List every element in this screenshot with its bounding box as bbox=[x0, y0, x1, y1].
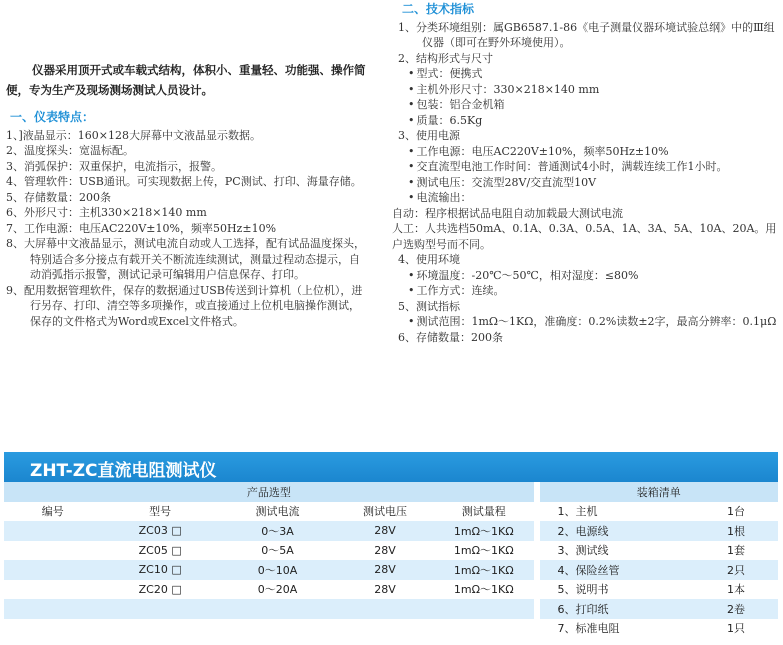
current-cell: 0～3A bbox=[219, 521, 336, 541]
feature-item: 4、管理软件：USB通讯。可实现数据上传，PC测试、打印、海量存储。 bbox=[6, 175, 362, 188]
spec-subitem: 自动：程序根据试品电阻自动加载最大测试电流 bbox=[392, 206, 623, 220]
feature-item: 3、消弧保护：双重保护，电流指示，报警。 bbox=[6, 159, 222, 173]
packing-item: 7、标准电阻 bbox=[540, 619, 695, 639]
spec-subitem: 人工：人共选档50mA、0.1A、0.3A、0.5A、1A、3A、5A、10A、20A。用户选购型号而不同。 bbox=[392, 222, 777, 251]
feature-item: 6、外形尺寸：主机330×218×140 mm bbox=[6, 206, 207, 219]
model-cell: ZC10 □ bbox=[101, 560, 218, 580]
table-row bbox=[4, 521, 778, 541]
left-column bbox=[6, 60, 368, 329]
voltage-cell: 28V bbox=[336, 560, 434, 580]
col-header: 编号 bbox=[4, 502, 101, 522]
spec-subitem: • 电流输出： bbox=[398, 190, 780, 206]
spec-item: 4、使用环境 bbox=[398, 253, 460, 266]
packing-item: 2、电源线 bbox=[540, 521, 695, 541]
voltage-cell: 28V bbox=[336, 521, 434, 541]
range-cell: 1mΩ～1KΩ bbox=[434, 521, 534, 541]
range-cell: 1mΩ～1KΩ bbox=[434, 541, 534, 561]
spec-item: 5、测试指标 bbox=[398, 299, 460, 313]
model-cell: ZC05 □ bbox=[101, 541, 218, 561]
col-header: 测试电压 bbox=[336, 502, 434, 522]
packing-qty: 1本 bbox=[694, 580, 778, 600]
feature-item: 1、]液晶显示：160×128大屏幕中文液晶显示数据。 bbox=[6, 128, 261, 142]
packing-item: 3、测试线 bbox=[540, 541, 695, 561]
feature-item: 7、工作电源：电压AC220V±10%，频率50Hz±10% bbox=[6, 221, 277, 235]
current-cell: 0～20A bbox=[219, 580, 336, 600]
voltage-cell: 28V bbox=[336, 580, 434, 600]
product-table bbox=[4, 482, 778, 638]
table-row bbox=[4, 619, 778, 639]
packing-item: 5、说明书 bbox=[540, 580, 695, 600]
spec-subitem: • 主机外形尺寸：330×218×140 mm bbox=[398, 82, 780, 98]
col-header: 型号 bbox=[101, 502, 218, 522]
packing-item: 4、保险丝管 bbox=[540, 560, 695, 580]
current-cell: 0～5A bbox=[219, 541, 336, 561]
table-row bbox=[4, 560, 778, 580]
specs-title: 二、技术指标 bbox=[402, 2, 475, 16]
table-row bbox=[4, 502, 778, 522]
intro-paragraph: 仪器采用顶开式或车载式结构，体积小、重量轻、功能强、操作简便，专为生产及现场测场测试人员设计。 bbox=[6, 63, 366, 97]
feature-item: 5、存储数量：200条 bbox=[6, 190, 111, 204]
packing-item: 6、打印纸 bbox=[540, 599, 695, 619]
table-row bbox=[4, 599, 778, 619]
model-cell: ZC20 □ bbox=[101, 580, 218, 600]
spec-subitem: • 质量：6.5Kg bbox=[398, 113, 780, 129]
spec-subitem: • 测试范围：1mΩ～1KΩ，准确度：0.2%读数±2字，最高分辨率：0.1μΩ bbox=[398, 314, 780, 330]
product-banner bbox=[4, 452, 778, 482]
packing-qty: 1套 bbox=[694, 541, 778, 561]
spec-item: 3、使用电源 bbox=[398, 129, 460, 142]
feature-item: 9、配用数据管理软件，保存的数据通过USB传送到计算机（上位机），进行另存、打印、清空等多项操作，或直接通过上位机电脑操作测试，保存的文件格式为Word或Excel文件格式。 bbox=[6, 283, 363, 328]
spec-subitem: • 包装：铝合金机箱 bbox=[398, 97, 780, 113]
range-cell: 1mΩ～1KΩ bbox=[434, 580, 534, 600]
spec-subitem: • 工作电源：电压AC220V±10%，频率50Hz±10% bbox=[398, 144, 780, 160]
packing-qty: 1只 bbox=[694, 619, 778, 639]
table-row bbox=[4, 541, 778, 561]
spec-subitem: • 交直流型电池工作时间：普通测试4小时，满载连续工作1小时。 bbox=[398, 159, 780, 175]
spec-item: 2、结构形式与尺寸 bbox=[398, 51, 493, 65]
range-cell: 1mΩ～1KΩ bbox=[434, 560, 534, 580]
packing-item: 1、主机 bbox=[540, 502, 695, 522]
current-cell: 0～10A bbox=[219, 560, 336, 580]
packing-header: 装箱清单 bbox=[540, 482, 778, 502]
model-cell: ZC03 □ bbox=[101, 521, 218, 541]
feature-item: 8、大屏幕中文液晶显示，测试电流自动或人工选择，配有试品温度探头，特别适合多分接点有载开关不断流连续测试，测量过程动态提示，自动消弧指示报警，测试记录可编辑用户信息保存、打印。 bbox=[6, 237, 365, 281]
selection-header: 产品选型 bbox=[4, 482, 534, 502]
feature-item: 2、温度探头：宽温标配。 bbox=[6, 144, 134, 157]
packing-qty: 2只 bbox=[694, 560, 778, 580]
spec-subitem: • 工作方式：连续。 bbox=[398, 283, 780, 299]
spec-subitem: • 型式：便携式 bbox=[398, 66, 780, 82]
col-header: 测试电流 bbox=[219, 502, 336, 522]
features-title: 一、仪表特点： bbox=[10, 110, 95, 124]
product-title: ZHT-ZC直流电阻测试仪 bbox=[30, 461, 217, 481]
voltage-cell: 28V bbox=[336, 541, 434, 561]
spec-subitem: • 环境温度：-20℃～50℃，相对湿度：≤80% bbox=[398, 268, 780, 284]
col-header: 测试量程 bbox=[434, 502, 534, 522]
packing-qty: 2卷 bbox=[694, 599, 778, 619]
spec-subitem: • 测试电压：交流型28V/交直流型10V bbox=[398, 175, 780, 191]
packing-qty: 1根 bbox=[694, 521, 778, 541]
packing-qty: 1台 bbox=[694, 502, 778, 522]
table-row bbox=[4, 580, 778, 600]
spec-item: 6、存储数量：200条 bbox=[398, 330, 503, 344]
spec-item: 1、分类环境组别：属GB6587.1-86《电子测量仪器环境试验总纲》中的Ⅲ组仪器（即可在野外环境使用）。 bbox=[398, 20, 775, 49]
right-column bbox=[392, 2, 780, 345]
